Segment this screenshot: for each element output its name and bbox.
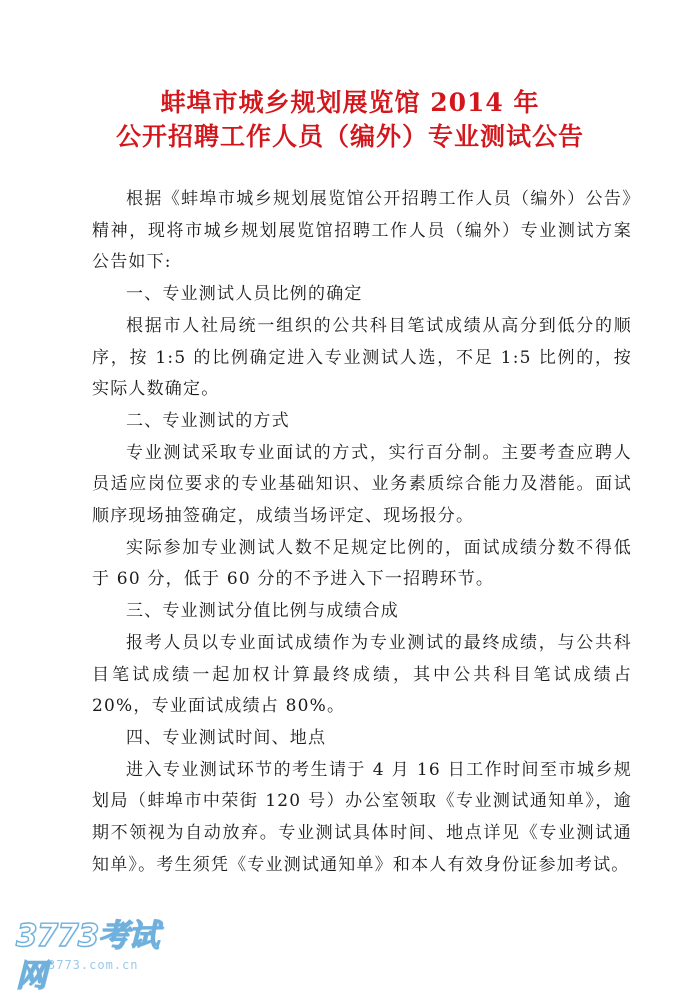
intro-paragraph: 根据《蚌埠市城乡规划展览馆公开招聘工作人员（编外）公告》精神，现将市城乡规划展览馆招聘工作人员（编外）专业测试方案公告如下: bbox=[92, 189, 632, 273]
site-watermark-logo bbox=[12, 916, 182, 994]
section-heading-2: 二、专业测试的方式 bbox=[126, 410, 290, 431]
document-body bbox=[92, 184, 632, 881]
title-line-2: 公开招聘工作人员（编外）专业测试公告 bbox=[115, 122, 584, 151]
watermark-brand: 3773考试网 bbox=[16, 918, 159, 994]
section-heading-3: 三、专业测试分值比例与成绩合成 bbox=[126, 601, 399, 622]
section-1-paragraph: 根据市人社局统一组织的公共科目笔试成绩从高分到低分的顺序，按 1:5 的比例确定进入专业测试人选，不足 1:5 比例的，按实际人数确定。 bbox=[92, 315, 632, 400]
section-4-paragraph: 进入专业测试环节的考生请于 4 月 16 日工作时间至市城乡规划局（蚌埠市中荣街 120 号）办公室领取《专业测试通知单》，逾期不领视为自动放弃。专业测试具体时间、地点详见《专业测试通知单》。考生须凭《专业测试通知单》和本人有效身份证参加考试。 bbox=[92, 759, 632, 875]
section-2-paragraph-2: 实际参加专业测试人数不足规定比例的，面试成绩分数不得低于 60 分，低于 60 分的不予进入下一招聘环节。 bbox=[92, 537, 632, 590]
watermark-url: 3773.com.cn bbox=[48, 958, 139, 972]
section-heading-1: 一、专业测试人员比例的确定 bbox=[126, 284, 363, 305]
section-heading-4: 四、专业测试时间、地点 bbox=[126, 727, 327, 748]
section-2-paragraph-1: 专业测试采取专业面试的方式，实行百分制。主要考查应聘人员适应岗位要求的专业基础知识、业务素质综合能力及潜能。面试顺序现场抽签确定，成绩当场评定、现场报分。 bbox=[92, 442, 632, 527]
title-line-1: 蚌埠市城乡规划展览馆 2014 年 bbox=[160, 88, 540, 117]
section-3-paragraph: 报考人员以专业面试成绩作为专业测试的最终成绩，与公共科目笔试成绩一起加权计算最终成绩，其中公共科目笔试成绩占 20%，专业面试成绩占 80%。 bbox=[92, 632, 632, 717]
